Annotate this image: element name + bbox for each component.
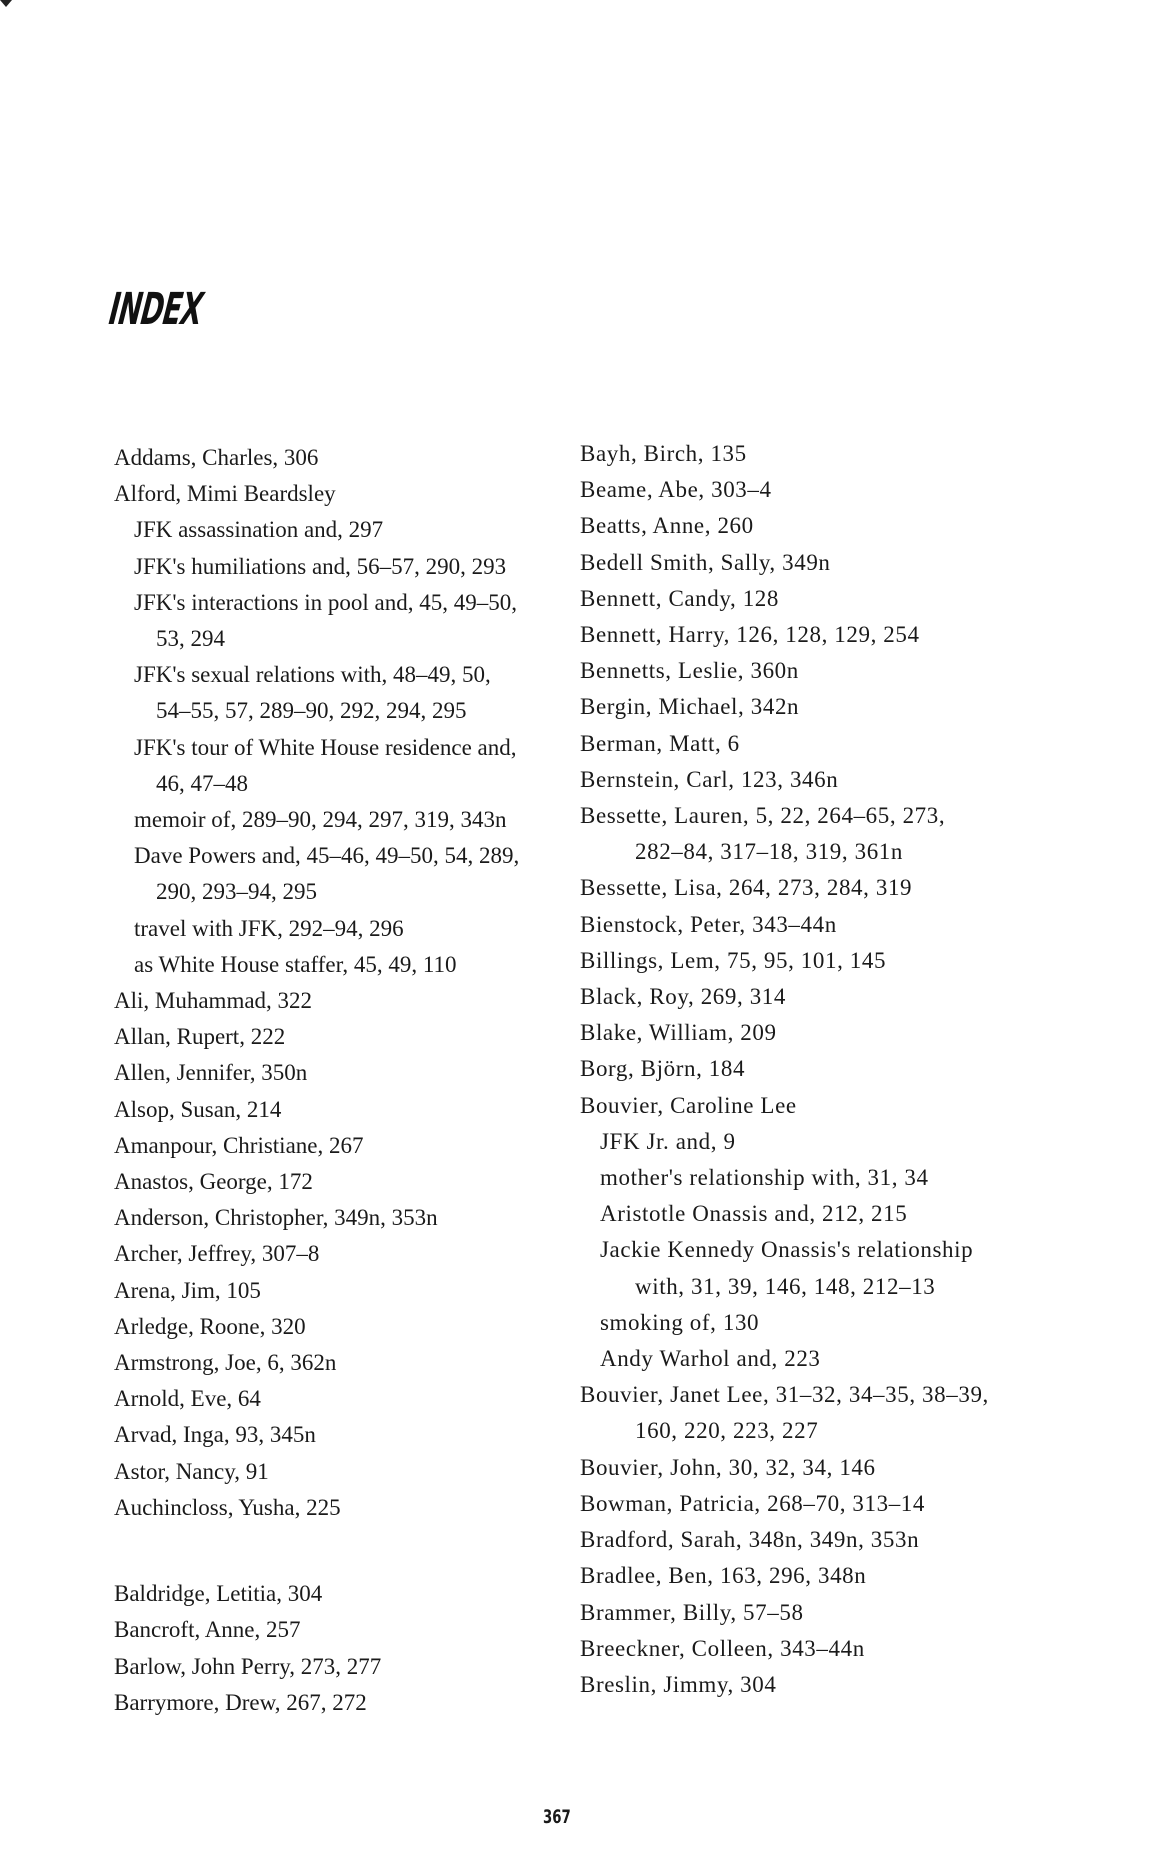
index-subentry: as White House staffer, 45, 49, 110 [134, 951, 457, 977]
index-entry: Alford, Mimi Beardsley [114, 481, 336, 507]
index-subentry: Dave Powers and, 45–46, 49–50, 54, 289, [134, 843, 520, 869]
index-entry: Amanpour, Christiane, 267 [114, 1132, 364, 1158]
index-entry: Bancroft, Anne, 257 [114, 1617, 301, 1643]
index-entry: Bernstein, Carl, 123, 346n [580, 766, 839, 792]
index-subentry: JFK's tour of White House residence and, [134, 734, 517, 760]
index-entry: Bienstock, Peter, 343–44n [580, 911, 837, 937]
index-entry: Billings, Lem, 75, 95, 101, 145 [580, 947, 887, 973]
index-entry: Archer, Jeffrey, 307–8 [114, 1241, 320, 1267]
index-subentry: Jackie Kennedy Onassis's relationship [600, 1237, 974, 1263]
index-entry: Arena, Jim, 105 [114, 1277, 261, 1303]
index-entry: Beame, Abe, 303–4 [580, 477, 772, 503]
index-entry: Allen, Jennifer, 350n [114, 1060, 308, 1086]
index-entry: Anderson, Christopher, 349n, 353n [114, 1205, 438, 1231]
index-subentry: mother's relationship with, 31, 34 [600, 1165, 929, 1191]
index-entry: Bowman, Patricia, 268–70, 313–14 [580, 1490, 925, 1516]
index-entry: Bouvier, Caroline Lee [580, 1092, 797, 1118]
index-entry: Astor, Nancy, 91 [114, 1458, 269, 1484]
index-entry: Bessette, Lisa, 264, 273, 284, 319 [580, 875, 913, 901]
index-entry: Anastos, George, 172 [114, 1169, 313, 1195]
index-entry: Brammer, Billy, 57–58 [580, 1599, 804, 1625]
index-entry: Arnold, Eve, 64 [114, 1386, 261, 1412]
index-column-left [114, 440, 554, 1721]
index-subentry: JFK assassination and, 297 [134, 517, 384, 543]
index-entry: Bergin, Michael, 342n [580, 694, 800, 720]
index-entry: Bouvier, John, 30, 32, 34, 146 [580, 1454, 876, 1480]
index-subentry: JFK's humiliations and, 56–57, 290, 293 [134, 553, 507, 579]
index-entry: Berman, Matt, 6 [580, 730, 740, 756]
index-entry: Armstrong, Joe, 6, 362n [114, 1350, 337, 1376]
index-subentry: Aristotle Onassis and, 212, 215 [600, 1201, 908, 1227]
index-entry: Breeckner, Colleen, 343–44n [580, 1635, 865, 1661]
index-entry: Bouvier, Janet Lee, 31–32, 34–35, 38–39, [580, 1382, 989, 1408]
index-entry: Arledge, Roone, 320 [114, 1313, 306, 1339]
section-gap [114, 1526, 554, 1576]
index-entry: Bennetts, Leslie, 360n [580, 658, 799, 684]
index-entry: Alsop, Susan, 214 [114, 1096, 282, 1122]
index-subentry: JFK's sexual relations with, 48–49, 50, [134, 662, 491, 688]
corner-mark [0, 0, 12, 7]
index-subentry: memoir of, 289–90, 294, 297, 319, 343n [134, 807, 507, 833]
index-entry: Auchincloss, Yusha, 225 [114, 1494, 341, 1520]
index-entry: Addams, Charles, 306 [114, 445, 319, 470]
index-entry: Bayh, Birch, 135 [580, 441, 747, 466]
index-entry: Barlow, John Perry, 273, 277 [114, 1653, 382, 1679]
index-entry-continuation: with, 31, 39, 146, 148, 212–13 [635, 1273, 936, 1299]
index-entry: Bessette, Lauren, 5, 22, 264–65, 273, [580, 803, 946, 829]
index-entry: Bradford, Sarah, 348n, 349n, 353n [580, 1527, 920, 1553]
index-entry: Breslin, Jimmy, 304 [580, 1671, 777, 1697]
index-entry-continuation: 46, 47–48 [156, 770, 248, 796]
page-title: INDEX [103, 284, 209, 335]
index-entry: Ali, Muhammad, 322 [114, 988, 313, 1014]
index-subentry: JFK Jr. and, 9 [600, 1128, 736, 1154]
index-entry: Bennett, Candy, 128 [580, 585, 779, 611]
index-entry: Arvad, Inga, 93, 345n [114, 1422, 316, 1448]
index-subentry: Andy Warhol and, 223 [600, 1346, 821, 1372]
index-subentry: JFK's interactions in pool and, 45, 49–50, [134, 589, 517, 615]
index-entry-continuation: 290, 293–94, 295 [156, 879, 317, 905]
index-subentry: travel with JFK, 292–94, 296 [134, 915, 404, 941]
index-entry: Bradlee, Ben, 163, 296, 348n [580, 1563, 867, 1589]
index-entry: Black, Roy, 269, 314 [580, 984, 786, 1010]
index-entry-continuation: 282–84, 317–18, 319, 361n [635, 839, 903, 865]
index-entry: Bennett, Harry, 126, 128, 129, 254 [580, 622, 920, 648]
index-entry: Bedell Smith, Sally, 349n [580, 549, 831, 575]
index-entry: Baldridge, Letitia, 304 [114, 1581, 323, 1607]
page-number: 367 [543, 1806, 571, 1828]
index-entry: Borg, Björn, 184 [580, 1056, 746, 1082]
index-entry: Blake, William, 209 [580, 1020, 777, 1046]
index-entry: Barrymore, Drew, 267, 272 [114, 1689, 367, 1715]
index-entry: Allan, Rupert, 222 [114, 1024, 286, 1050]
index-entry: Beatts, Anne, 260 [580, 513, 754, 539]
index-entry-continuation: 160, 220, 223, 227 [635, 1418, 819, 1444]
index-subentry: smoking of, 130 [600, 1309, 760, 1335]
index-column-right [580, 436, 1040, 1703]
index-entry-continuation: 53, 294 [156, 626, 225, 652]
index-entry-continuation: 54–55, 57, 289–90, 292, 294, 295 [156, 698, 467, 724]
